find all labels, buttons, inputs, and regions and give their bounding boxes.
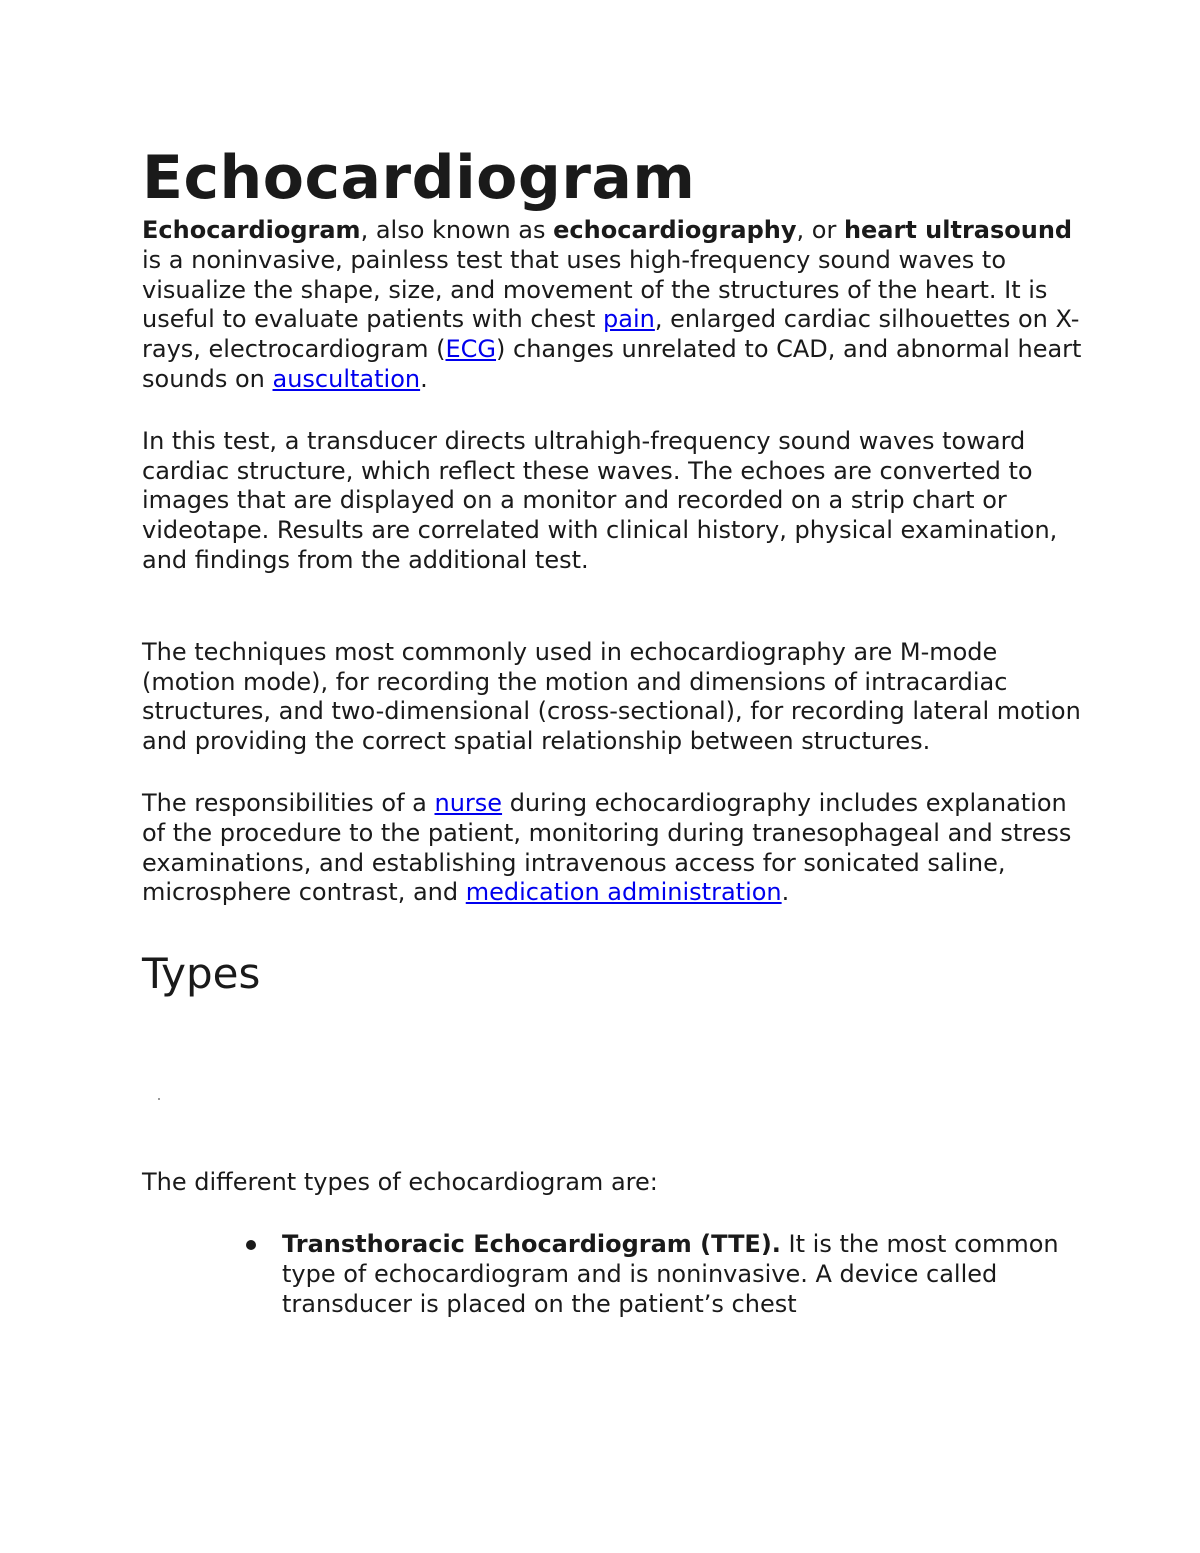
link-ecg[interactable]: ECG [445,335,497,364]
page-title: Echocardiogram [142,143,696,213]
intro-text-6: . [420,364,428,393]
nurse-text-3: . [781,878,790,907]
link-auscultation[interactable]: auscultation [272,364,421,393]
link-nurse[interactable]: nurse [434,788,503,817]
stray-mark [158,1098,160,1100]
nurse-responsibilities-paragraph [142,789,1082,908]
types-heading: Types [142,949,261,999]
intro-text-3: is a noninvasive, painless test that uses high-frequency sound waves to visualize the shape, size, and movement of the structures of the heart. It is useful to evaluate patients with chest [142,245,1048,334]
bullet-icon [246,1240,256,1250]
type-description: It is the most common type of echocardiogram and is noninvasive. A device called transducer is placed on the patient’s chest [282,1229,1059,1318]
term-echocardiography: echocardiography [553,216,797,244]
term-echocardiogram: Echocardiogram [142,216,361,244]
types-list [142,1230,1082,1319]
intro-text-4: , enlarged cardiac silhouettes on X-rays, electrocardiogram ( [142,305,1080,364]
type-term: Transthoracic Echocardiogram (TTE). [282,1229,781,1258]
list-item [142,1230,1082,1319]
procedure-paragraph: In this test, a transducer directs ultrahigh-frequency sound waves toward cardiac structure, which reflect these waves. The echoes are converted to images that are displayed on a monitor and recorded on a strip chart or videotape. Results are correlated with clinical history, physical examination, and findings from the additional test. [142,426,1058,574]
link-medication-administration[interactable]: medication administration [465,878,782,907]
intro-paragraph [142,216,1082,395]
techniques-paragraph: The techniques most commonly used in echocardiography are M-mode (motion mode), for recording the motion and dimensions of intracardiac structures, and two-dimensional (cross-sectional), for recording lateral motion and providing the correct spatial relationship between structures. [142,637,1081,756]
link-pain[interactable]: pain [603,305,655,334]
intro-text-5: ) changes unrelated to CAD, and abnormal heart sounds on [142,335,1082,393]
intro-text-2: , or [796,216,844,244]
nurse-text-1: The responsibilities of a [142,788,435,817]
types-intro: The different types of echocardiogram are: [142,1168,658,1197]
nurse-text-2: during echocardiography includes explanation of the procedure to the patient, monitoring during tranesophageal and stress examinations, and establishing intravenous access for sonicated saline, microsphere contrast, and [142,788,1072,907]
document-page [142,140,1082,1319]
term-heart-ultrasound: heart ultrasound [843,216,1073,244]
intro-text-1: , also known as [360,216,554,244]
